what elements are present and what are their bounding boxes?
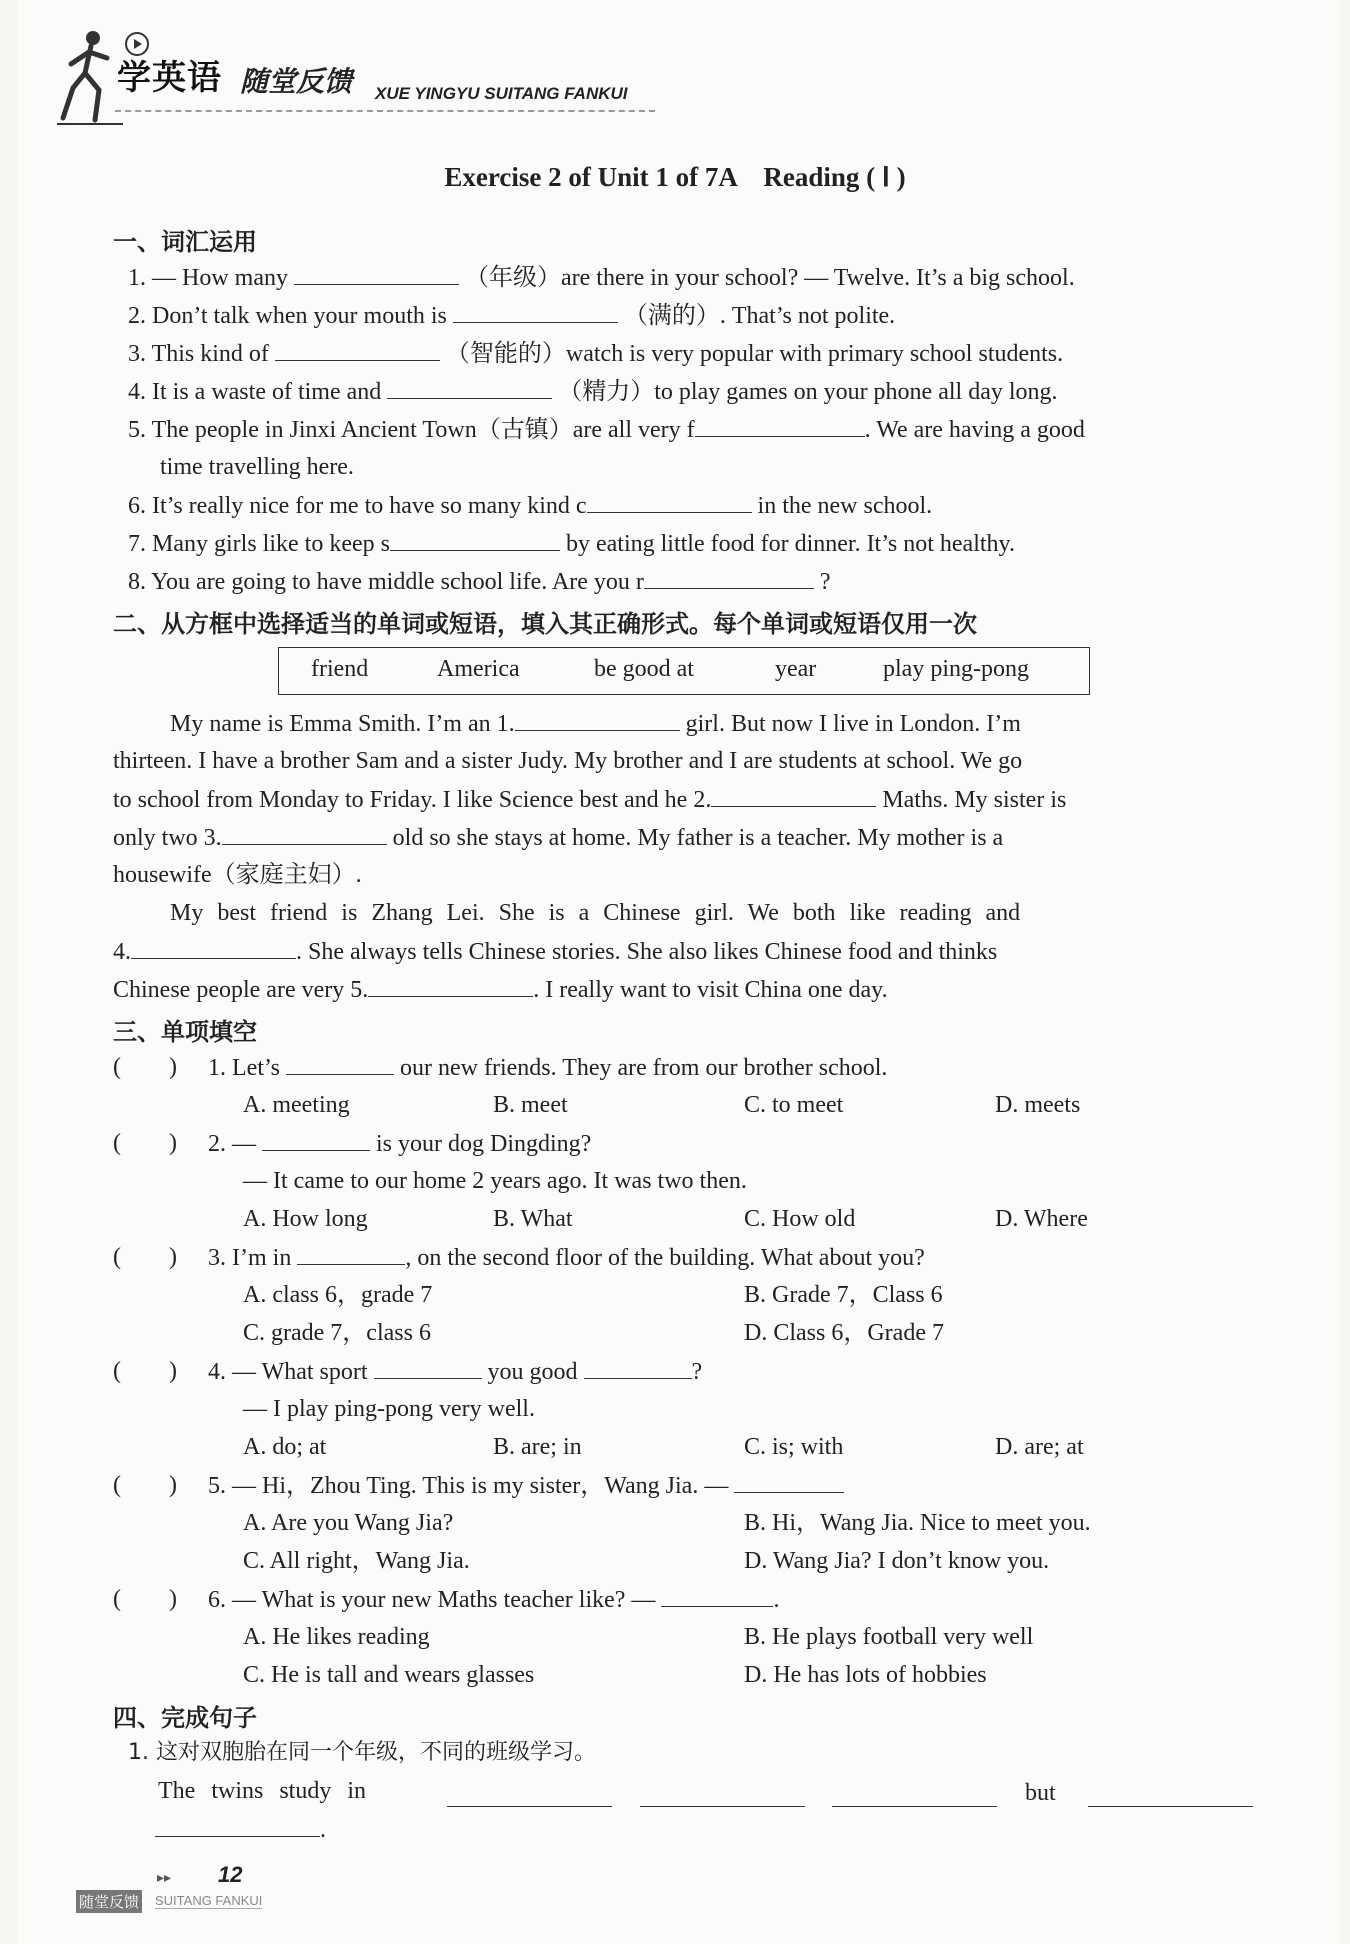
answer-blank[interactable] [640,1784,805,1807]
passage-line-4: only two 3. old so she stays at home. My father is a teacher. My mother is a [113,822,1003,853]
mc-q5-option-d: D. Wang Jia? I don’t know you. [744,1548,1050,1574]
mc-q4-option-a: A. do; at [243,1434,327,1460]
vocab-item-1: 1. — How many （年级）are there in your school? — Twelve. It’s a big school. [128,262,1075,293]
answer-paren: ( ) [113,1358,177,1384]
mc-question-2: 2. — is your dog Dingding? [208,1128,591,1159]
footer-en-label: SUITANG FANKUI [155,1893,263,1908]
section-3-heading: 三、单项填空 [113,1018,257,1046]
passage-line-6: My best friend is Zhang Lei. She is a Chinese girl. We both like reading and [170,900,1021,926]
mc-q6-option-d: D. He has lots of hobbies [744,1662,987,1688]
mc-question-1: 1. Let’s our new friends. They are from our brother school. [208,1052,887,1083]
mc-q2-option-c: C. How old [744,1206,856,1232]
word-box-item: friend [311,656,369,682]
mc-q4-line2: — I play ping-pong very well. [243,1396,535,1422]
section-2-heading: 二、从方框中选择适当的单词或短语，填入其正确形式。每个单词或短语仅用一次 [113,610,977,638]
mc-q5-option-b: B. Hi，Wang Jia. Nice to meet you. [744,1510,1091,1536]
mc-q3-option-c: C. grade 7，class 6 [243,1320,431,1346]
answer-paren: ( ) [113,1054,177,1080]
translate-q1-line2: . [155,1814,326,1845]
vocab-item-7: 7. Many girls like to keep s by eating little food for dinner. It’s not healthy. [128,528,1015,559]
vocab-item-5-cont: time travelling here. [160,454,354,480]
mc-question-4: 4. — What sport you good ? [208,1356,702,1387]
mc-q5-option-a: A. Are you Wang Jia? [243,1510,454,1536]
mc-q5-option-c: C. All right，Wang Jia. [243,1548,470,1574]
mc-q3-option-a: A. class 6，grade 7 [243,1282,433,1308]
word-box [278,647,1090,695]
vocab-item-3: 3. This kind of （智能的）watch is very popular with primary school students. [128,338,1063,369]
word-box-item: America [437,656,520,682]
page-number: 12 [218,1862,243,1887]
translate-q1-english: The twins study in [158,1778,366,1804]
mc-q2-option-b: B. What [493,1206,573,1232]
passage-line-3: to school from Monday to Friday. I like Science best and he 2. Maths. My sister is [113,784,1066,815]
vocab-item-2: 2. Don’t talk when your mouth is （满的）. That’s not polite. [128,300,895,331]
word-box-item: year [775,656,817,682]
mc-question-6: 6. — What is your new Maths teacher like? — . [208,1584,779,1615]
page-title: Exercise 2 of Unit 1 of 7A Reading ( Ⅰ ) [444,162,906,192]
mc-q1-option-a: A. meeting [243,1092,350,1118]
passage-line-7: 4. . She always tells Chinese stories. She also likes Chinese food and thinks [113,936,997,967]
word-box-item: be good at [594,656,694,682]
mc-q1-option-b: B. meet [493,1092,568,1118]
mc-q2-line2: — It came to our home 2 years ago. It was two then. [243,1168,747,1194]
mc-q1-option-c: C. to meet [744,1092,844,1118]
translate-q1-but: but [1025,1780,1056,1806]
mc-q4-option-b: B. are; in [493,1434,582,1460]
header-en-subtitle: XUE YINGYU SUITANG FANKUI [375,84,628,103]
answer-paren: ( ) [113,1130,177,1156]
answer-paren: ( ) [113,1472,177,1498]
vocab-item-6: 6. It’s really nice for me to have so many kind c in the new school. [128,490,932,521]
passage-line-5: housewife（家庭主妇）. [113,862,362,888]
mc-q6-option-b: B. He plays football very well [744,1624,1034,1650]
vocab-item-5: 5. The people in Jinxi Ancient Town（古镇）are all very f . We are having a good [128,414,1085,445]
vocab-item-8: 8. You are going to have middle school life. Are you r ? [128,566,831,597]
mc-q2-option-a: A. How long [243,1206,368,1232]
answer-blank[interactable] [447,1784,612,1807]
mc-q6-option-a: A. He likes reading [243,1624,430,1650]
footer-cn-label: 随堂反馈 [76,1890,142,1913]
runner-logo-icon [55,28,125,128]
header-cn-title: 学英语 [117,58,222,98]
answer-blank[interactable] [1088,1784,1253,1807]
translate-q1-chinese: 1. 这对双胞胎在同一个年级，不同的班级学习。 [128,1740,596,1765]
header-divider [115,110,655,112]
mc-q4-option-c: C. is; with [744,1434,844,1460]
mc-question-5: 5. — Hi，Zhou Ting. This is my sister，Wang Jia. — [208,1470,844,1501]
word-box-item: play ping-pong [883,656,1029,682]
answer-paren: ( ) [113,1586,177,1612]
passage-line-8: Chinese people are very 5. . I really want to visit China one day. [113,974,888,1005]
footer-arrows-icon: ▸▸ [157,1870,172,1886]
passage-line-1: My name is Emma Smith. I’m an 1. girl. But now I live in London. I’m [170,708,1021,739]
mc-q3-option-d: D. Class 6，Grade 7 [744,1320,944,1346]
vocab-item-4: 4. It is a waste of time and （精力）to play games on your phone all day long. [128,376,1058,407]
answer-paren: ( ) [113,1244,177,1270]
section-1-heading: 一、词汇运用 [113,228,257,256]
mc-q4-option-d: D. are; at [995,1434,1084,1460]
section-4-heading: 四、完成句子 [113,1704,257,1732]
mc-q6-option-c: C. He is tall and wears glasses [243,1662,535,1688]
answer-blank[interactable] [832,1784,997,1807]
header-cn-subtitle: 随堂反馈 [240,65,353,98]
mc-q2-option-d: D. Where [995,1206,1088,1232]
mc-q1-option-d: D. meets [995,1092,1081,1118]
mc-question-3: 3. I’m in , on the second floor of the building. What about you? [208,1242,925,1273]
mc-q3-option-b: B. Grade 7，Class 6 [744,1282,943,1308]
passage-line-2: thirteen. I have a brother Sam and a sister Judy. My brother and I are students at school. We go [113,748,1023,774]
